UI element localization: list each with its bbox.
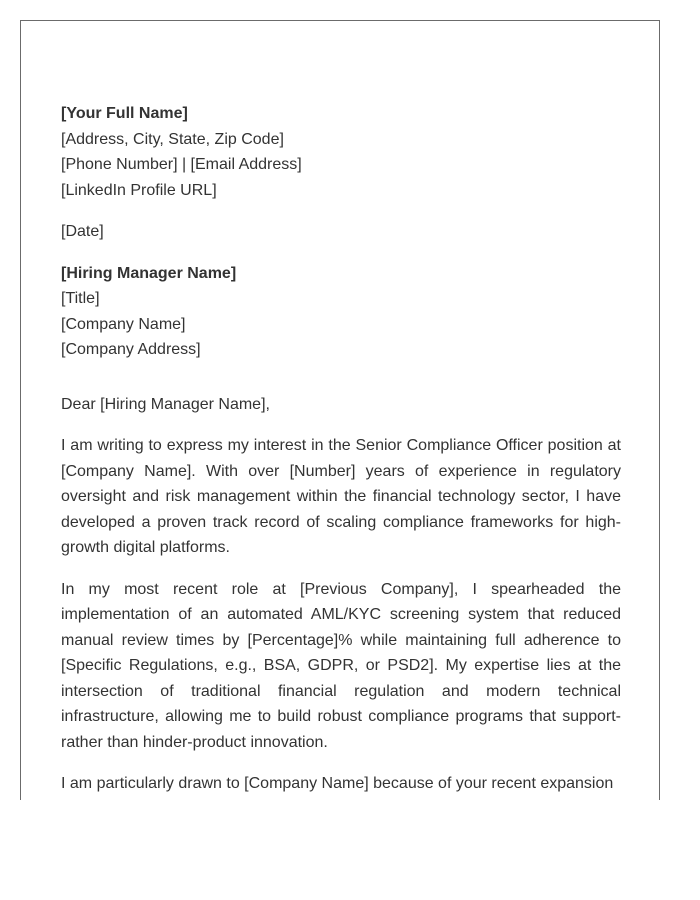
recipient-name: [Hiring Manager Name] bbox=[61, 264, 237, 282]
letter-content bbox=[61, 101, 621, 800]
recipient-address: [Company Address] bbox=[61, 341, 201, 358]
sender-linkedin: [LinkedIn Profile URL] bbox=[61, 181, 217, 199]
sender-contact: [Phone Number] | [Email Address] bbox=[61, 156, 302, 173]
recipient-company: [Company Name] bbox=[61, 315, 186, 333]
body-paragraph-1: I am writing to express my interest in the Senior Compliance Officer position at [Company Name]. With over [Number] years of experience in regulatory oversight and risk management within the financial technology sector, I have developed a proven track record of scaling compliance frameworks for high-growth digital platforms. bbox=[61, 437, 621, 556]
sender-name: [Your Full Name] bbox=[61, 105, 188, 122]
sender-block bbox=[61, 101, 621, 203]
body-paragraph-2: In my most recent role at [Previous Company], I spearheaded the implementation of an automated AML/KYC screening system that reduced manual review times by [Percentage]% while maintaining full adherence to [Specific Regulations, e.g., BSA, GDPR, or PSD2]. My expertise lies at the intersection of traditional financial regulation and modern technical infrastructure, allowing me to build robust compliance programs that support-rather than hinder-product innovation. bbox=[61, 580, 621, 751]
body-paragraph-3: I am particularly drawn to [Company Name] because of your recent expansion bbox=[61, 775, 614, 792]
recipient-title: [Title] bbox=[61, 290, 100, 307]
letter-page bbox=[20, 20, 660, 800]
sender-address: [Address, City, State, Zip Code] bbox=[61, 130, 284, 148]
letter-date-block bbox=[61, 219, 621, 245]
salutation-block bbox=[61, 392, 621, 418]
letter-date: [Date] bbox=[61, 223, 104, 240]
recipient-block bbox=[61, 261, 621, 363]
salutation: Dear [Hiring Manager Name], bbox=[61, 395, 270, 413]
